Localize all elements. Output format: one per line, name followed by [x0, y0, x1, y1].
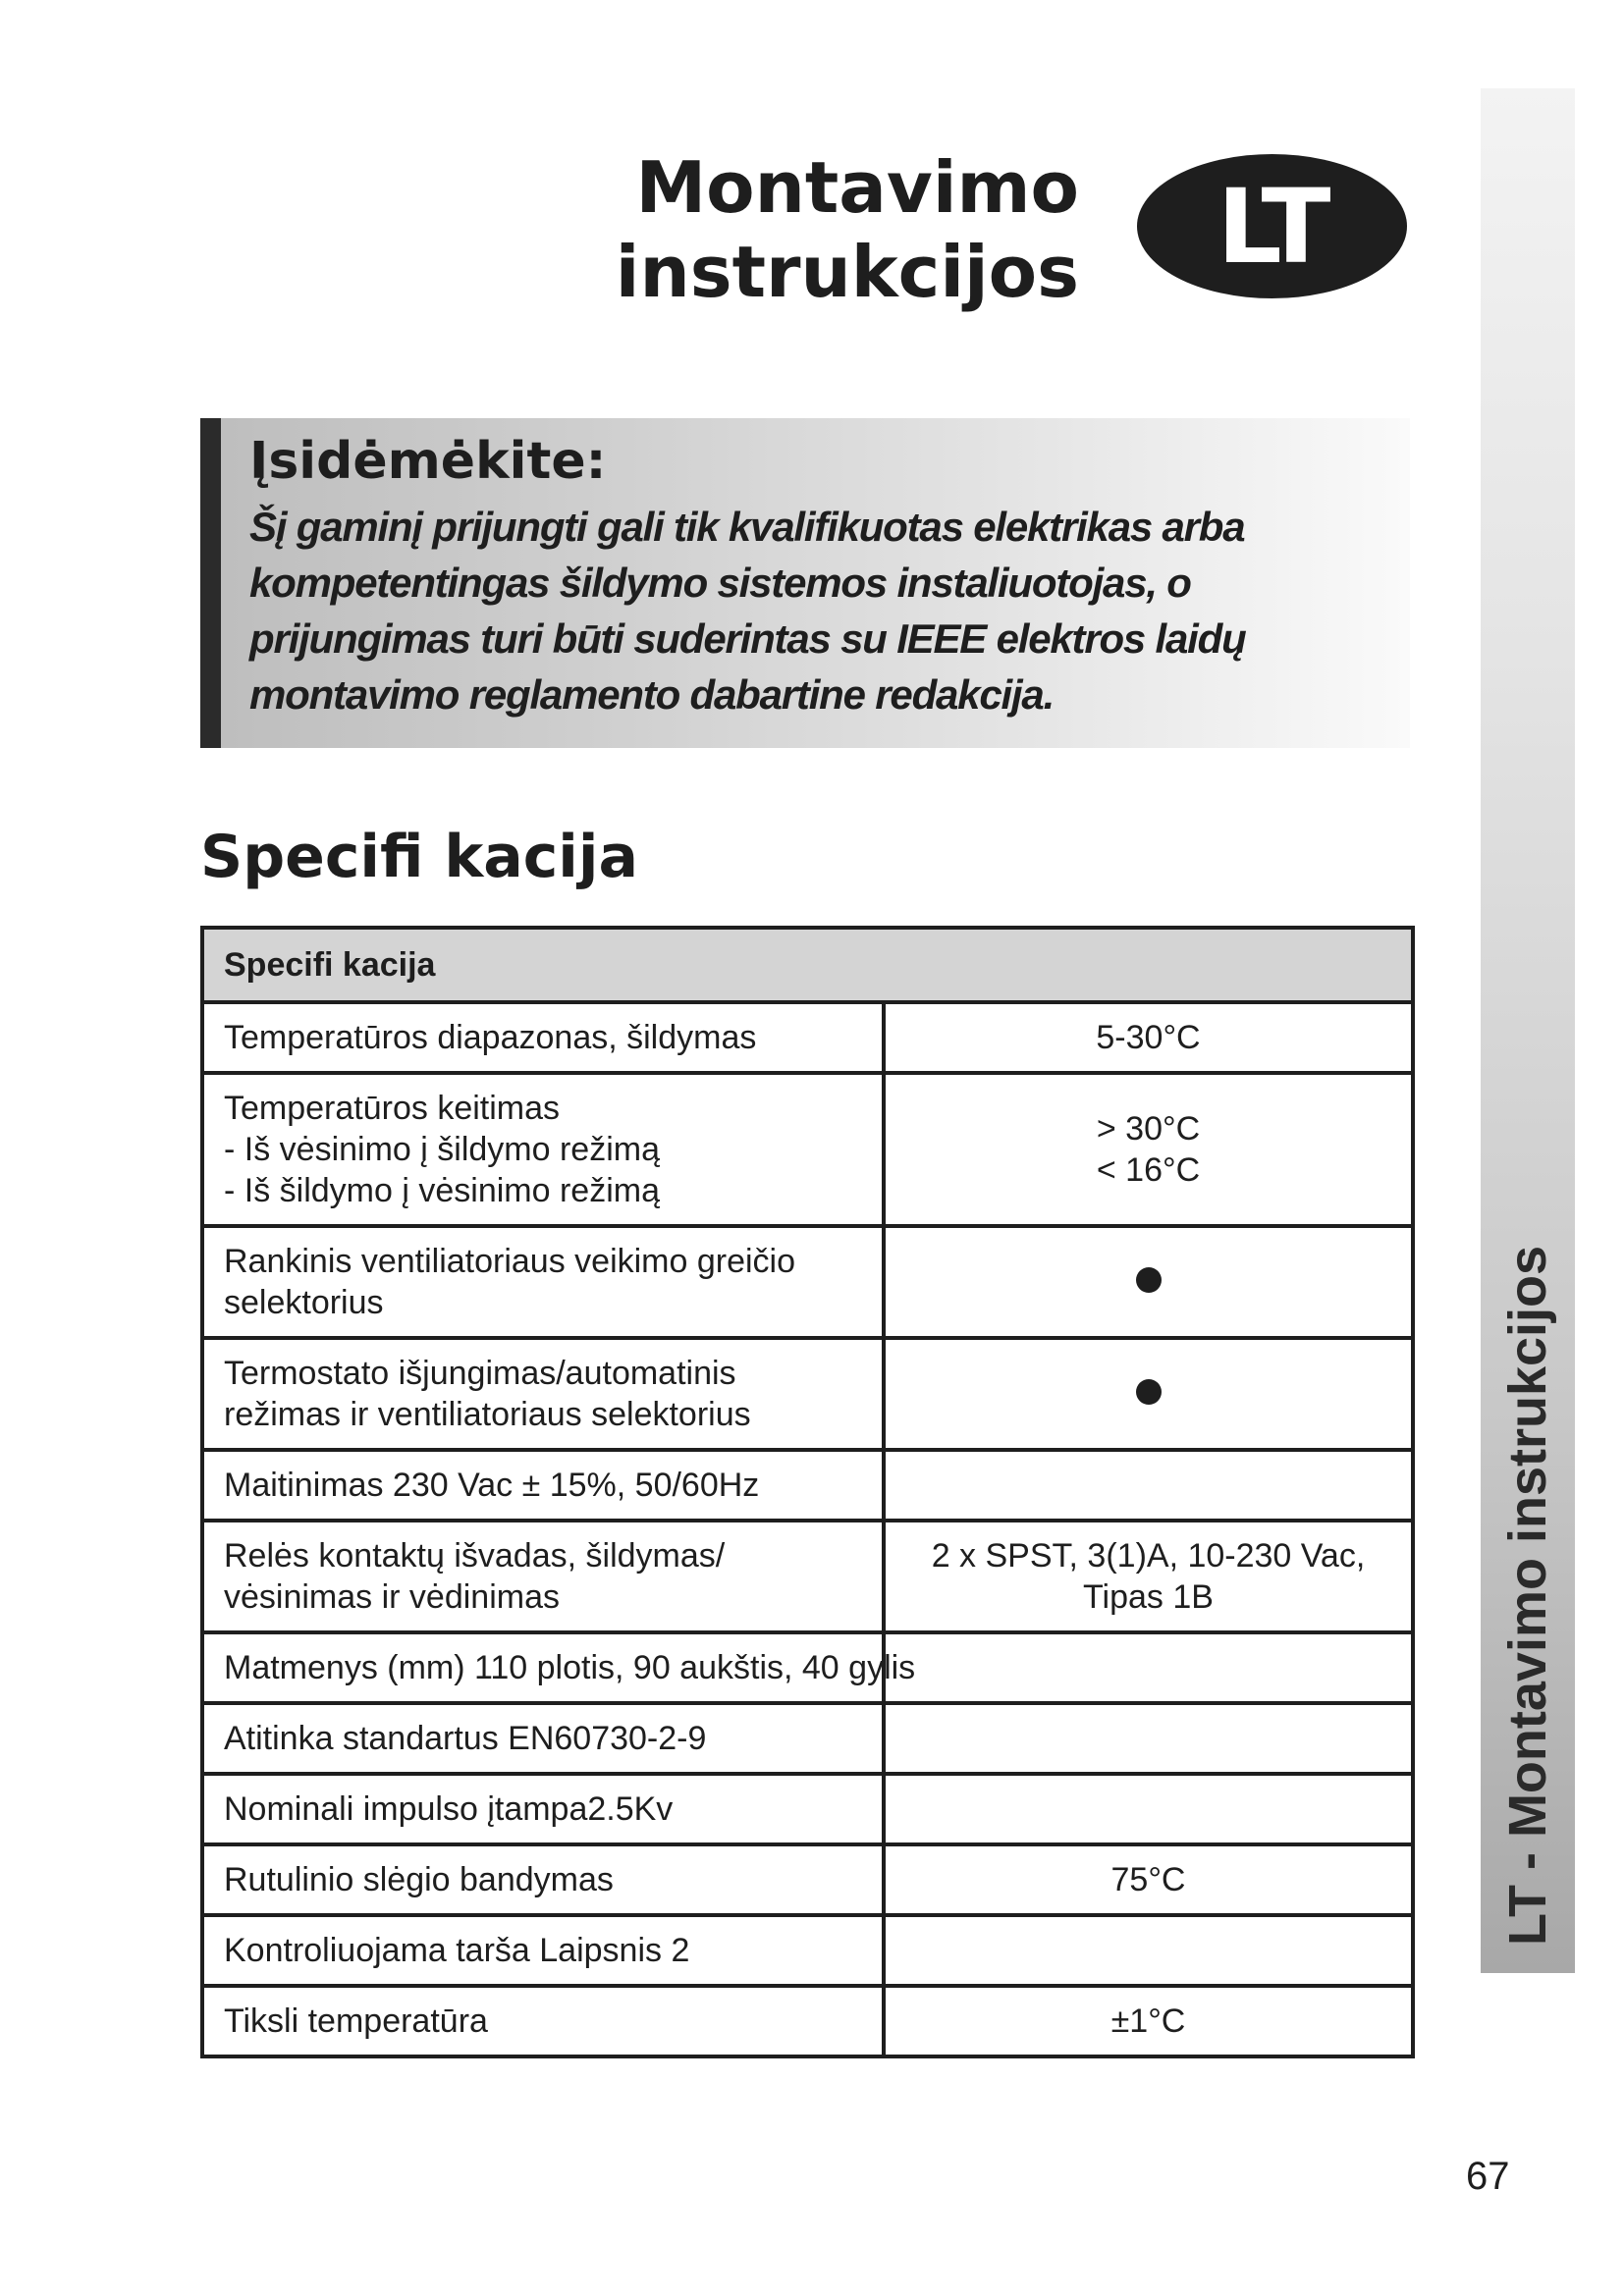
spec-value: [884, 1073, 1413, 1226]
spec-label: [202, 1915, 884, 1986]
table-row: [202, 1450, 1413, 1521]
label-line: Nominali impulso įtampa2.5Kv: [224, 1790, 674, 1828]
spec-label: [202, 1338, 884, 1450]
table-row: [202, 1521, 1413, 1632]
table-row: [202, 1226, 1413, 1338]
table-row: [202, 1986, 1413, 2056]
table-row: [202, 1844, 1413, 1915]
language-badge: LT: [1137, 154, 1407, 298]
spec-label: [202, 1986, 884, 2056]
label-line: Maitinimas 230 Vac ± 15%, 50/60Hz: [224, 1467, 760, 1504]
label-line: Temperatūros diapazonas, šildymas: [224, 1019, 757, 1056]
table-row: [202, 1915, 1413, 1986]
bullet-icon: [1136, 1267, 1162, 1293]
label-line: Temperatūros keitimas: [224, 1090, 561, 1127]
spec-table-header: Specifi kacija: [202, 928, 1413, 1002]
spec-value: [884, 1774, 1413, 1844]
spec-value: [884, 1226, 1413, 1338]
label-line: Kontroliuojama tarša Laipsnis 2: [224, 1932, 690, 1969]
notice-box: [200, 418, 1410, 748]
spec-label: [202, 1844, 884, 1915]
spec-value: [884, 1986, 1413, 2056]
spec-label: [202, 1521, 884, 1632]
spec-label: [202, 1226, 884, 1338]
label-line: Relės kontaktų išvadas, šildymas/: [224, 1537, 726, 1575]
value-line: > 30°C: [1096, 1110, 1201, 1148]
spec-value: [884, 1450, 1413, 1521]
spec-label: [202, 1073, 884, 1226]
label-line: Termostato išjungimas/automatinis: [224, 1355, 736, 1392]
page-number: 67: [1466, 2155, 1510, 2198]
spec-value: [884, 1632, 1413, 1703]
value-line: 75°C: [1110, 1861, 1186, 1898]
spec-value: [884, 1002, 1413, 1073]
spec-table: [200, 926, 1415, 2058]
label-line: Rutulinio slėgio bandymas: [224, 1861, 614, 1898]
table-row: [202, 1632, 1413, 1703]
table-row: [202, 1073, 1413, 1226]
table-row: [202, 1774, 1413, 1844]
spec-label: [202, 1002, 884, 1073]
label-line: selektorius: [224, 1284, 384, 1321]
spec-value: [884, 1703, 1413, 1774]
side-tab-label: LT - Montavimo instrukcijos: [1498, 1245, 1557, 1946]
label-line: Rankinis ventiliatoriaus veikimo greičio: [224, 1243, 796, 1280]
label-line: - Iš šildymo į vėsinimo režimą: [224, 1172, 660, 1209]
title-line-2: instrukcijos: [615, 231, 1079, 313]
label-line: - Iš vėsinimo į šildymo režimą: [224, 1131, 660, 1168]
section-title: Specifi kacija: [200, 823, 638, 891]
label-line: Tiksli temperatūra: [224, 2002, 488, 2040]
spec-value: [884, 1521, 1413, 1632]
spec-value: [884, 1338, 1413, 1450]
page-title: [616, 145, 1079, 314]
spec-label: [202, 1450, 884, 1521]
label-line: režimas ir ventiliatoriaus selektorius: [224, 1396, 751, 1433]
value-line: 2 x SPST, 3(1)A, 10-230 Vac,: [931, 1537, 1366, 1575]
value-line: Tipas 1B: [1083, 1578, 1214, 1616]
spec-label: [202, 1632, 916, 1703]
value-line: 5-30°C: [1096, 1019, 1201, 1056]
value-line: ±1°C: [1110, 2002, 1186, 2040]
notice-heading: Įsidėmėkite:: [249, 432, 607, 491]
table-row: [202, 1703, 1413, 1774]
spec-value: [884, 1915, 1413, 1986]
title-line-1: Montavimo: [635, 146, 1079, 229]
spec-value: [884, 1844, 1413, 1915]
spec-label: [202, 1703, 884, 1774]
notice-body: Šį gaminį prijungti gali tik kvalifikuotas elektrikas arba kompetentingas šildymo sistemos instaliuotojas, o prijungimas turi būti suderintas su IEEE elektros laidų montavimo reglamento dabartine redakcija.: [249, 504, 1246, 718]
label-line: vėsinimas ir vėdinimas: [224, 1578, 560, 1616]
notice-accent-bar: [200, 418, 221, 748]
label-line: Matmenys (mm) 110 plotis, 90 aukštis, 40 gylis: [224, 1649, 916, 1686]
bullet-icon: [1136, 1379, 1162, 1405]
label-line: Atitinka standartus EN60730-2-9: [224, 1720, 707, 1757]
table-row: [202, 1338, 1413, 1450]
value-line: < 16°C: [1096, 1151, 1201, 1189]
spec-label: [202, 1774, 884, 1844]
table-row: [202, 1002, 1413, 1073]
